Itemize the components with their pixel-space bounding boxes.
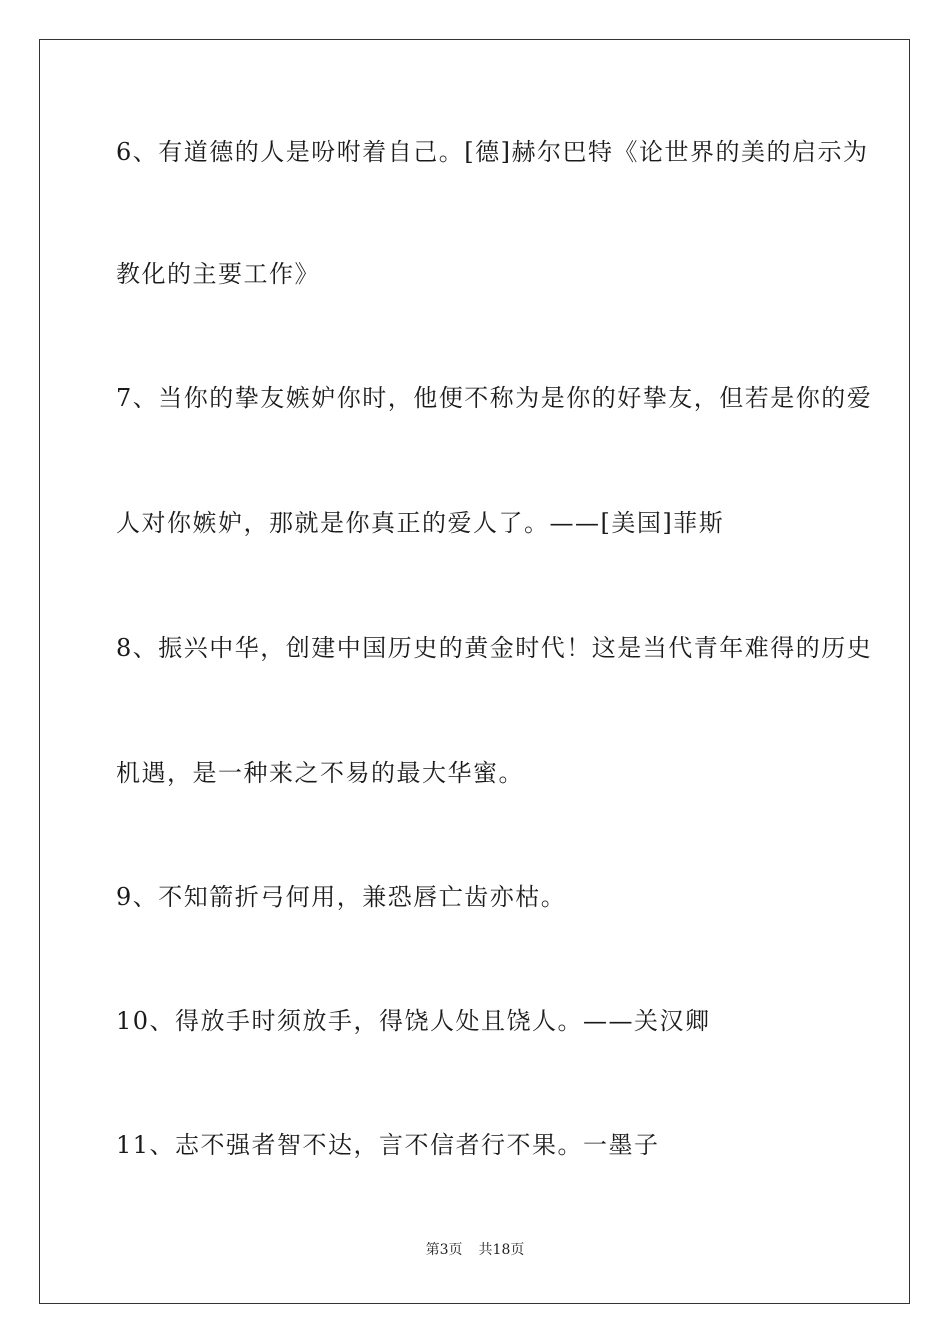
page-number: 第3页 [425,1242,463,1258]
text-line: 7、当你的挚友嫉妒你时，他便不称为是你的好挚友，但若是你的爱 [116,384,873,412]
text-line: 教化的主要工作》 [116,260,320,288]
text-line: 6、有道德的人是吩咐着自己。[德]赫尔巴特《论世界的美的启示为 [116,138,869,166]
text-line: 10、得放手时须放手，得饶人处且饶人。——关汉卿 [116,1007,711,1035]
text-line: 人对你嫉妒，那就是你真正的爱人了。——[美国]菲斯 [116,509,725,537]
page-footer [0,1240,950,1260]
text-line: 8、振兴中华，创建中国历史的黄金时代！这是当代青年难得的历史 [116,634,873,662]
page-border [39,39,910,1304]
text-line: 11、志不强者智不达，言不信者行不果。一墨子 [116,1131,660,1159]
page-total: 共18页 [478,1242,525,1258]
text-line: 9、不知箭折弓何用，兼恐唇亡齿亦枯。 [116,883,567,911]
text-line: 机遇，是一种来之不易的最大华蜜。 [116,759,524,787]
